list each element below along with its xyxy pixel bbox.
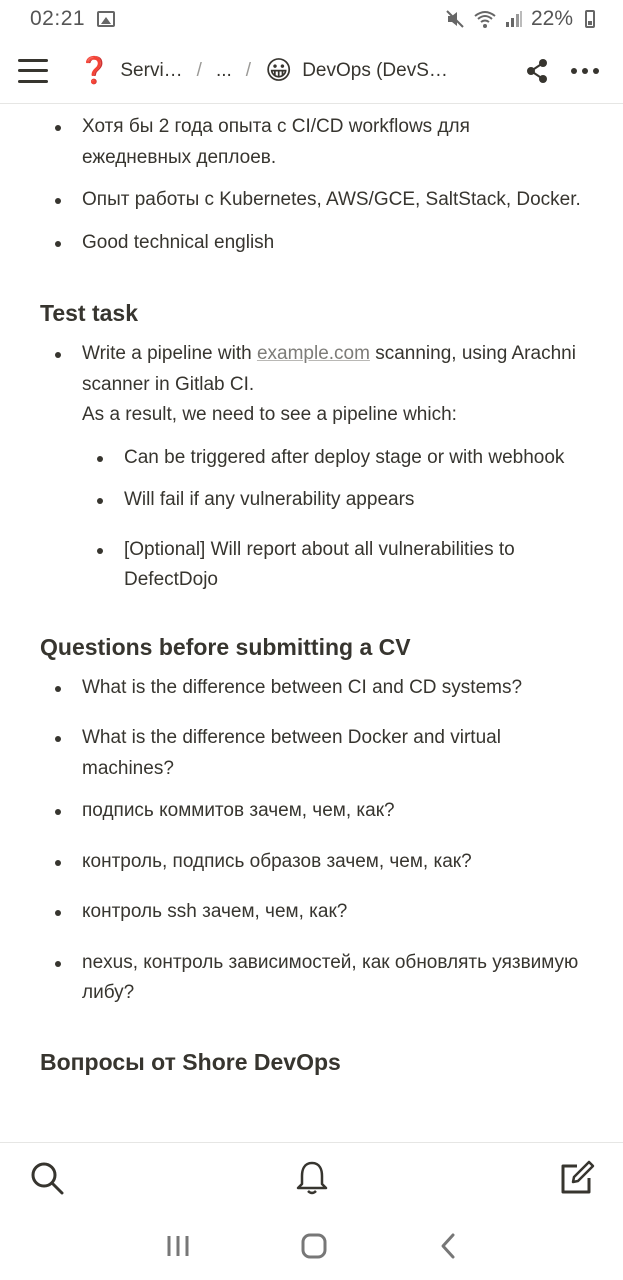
- breadcrumb-label: ...: [215, 59, 232, 81]
- mute-icon: [445, 9, 465, 29]
- list-item: контроль, подпись образов зачем, чем, как?: [40, 847, 583, 878]
- breadcrumb-label: DevOps (DevS…: [302, 59, 448, 81]
- breadcrumb-item-devops[interactable]: [265, 55, 448, 86]
- system-nav-bar: [0, 1212, 623, 1280]
- top-actions: [525, 58, 599, 84]
- text-span: Write a pipeline with: [82, 343, 257, 364]
- gallery-icon: [97, 11, 115, 27]
- breadcrumb-item-service[interactable]: [78, 55, 183, 86]
- status-time: 02:21: [30, 7, 86, 30]
- list-item: [40, 339, 583, 431]
- section-heading-cutoff: Вопросы от Shore DevOps: [40, 1048, 341, 1075]
- section-heading-questions: Questions before submitting a CV: [40, 633, 411, 660]
- breadcrumb-label: Servi…: [120, 59, 183, 81]
- status-bar: [0, 0, 623, 38]
- sub-list-item: Will fail if any vulnerability appears: [40, 485, 583, 516]
- list-item: Опыт работы с Kubernetes, AWS/GCE, SaltStack, Docker.: [40, 185, 583, 216]
- list-item: nexus, контроль зависимостей, как обновлять уязвимую либу?: [40, 948, 583, 1009]
- top-bar: [0, 38, 623, 104]
- sub-list-item: [Optional] Will report about all vulnerabilities to DefectDojo: [40, 535, 583, 596]
- wifi-icon: [473, 9, 497, 29]
- text-span: scanning, using Arachni scanner in Gitlab CI.: [82, 343, 576, 395]
- search-icon[interactable]: [30, 1161, 64, 1195]
- section-heading-test-task: Test task: [40, 300, 139, 326]
- battery-percent: 22%: [530, 7, 573, 30]
- list-item: контроль ssh зачем, чем, как?: [40, 897, 583, 928]
- list-item: What is the difference between Docker and virtual machines?: [40, 723, 583, 784]
- signal-icon: [505, 10, 523, 28]
- status-icons: [445, 7, 595, 31]
- recent-apps-icon[interactable]: [165, 1234, 191, 1258]
- bell-icon[interactable]: [295, 1160, 329, 1196]
- list-item: Good technical english: [40, 228, 583, 259]
- list-item: What is the difference between CI and CD systems?: [40, 673, 583, 704]
- menu-icon[interactable]: [18, 59, 48, 83]
- home-icon[interactable]: [300, 1232, 328, 1260]
- back-icon[interactable]: [438, 1232, 458, 1260]
- battery-icon: [585, 10, 595, 28]
- text-line: As a result, we need to see a pipeline which:: [82, 404, 457, 425]
- list-item: подпись коммитов зачем, чем, как?: [40, 796, 583, 827]
- breadcrumb-separator: /: [245, 59, 252, 81]
- list-item: Хотя бы 2 года опыта с CI/CD workflows для ежедневных деплоев.: [40, 112, 583, 173]
- more-options-icon[interactable]: [571, 68, 599, 74]
- compose-icon[interactable]: [559, 1160, 595, 1196]
- breadcrumb-separator: /: [196, 59, 202, 81]
- question-icon: ❓: [78, 55, 111, 85]
- share-icon[interactable]: [525, 58, 549, 84]
- sub-list-item: Can be triggered after deploy stage or with webhook: [40, 443, 583, 474]
- bottom-toolbar: [0, 1142, 623, 1212]
- smiley-icon: 😀: [265, 55, 293, 85]
- breadcrumb-item-ellipsis[interactable]: [216, 60, 232, 82]
- example-link[interactable]: example.com: [256, 343, 370, 364]
- page-content: [0, 104, 623, 1142]
